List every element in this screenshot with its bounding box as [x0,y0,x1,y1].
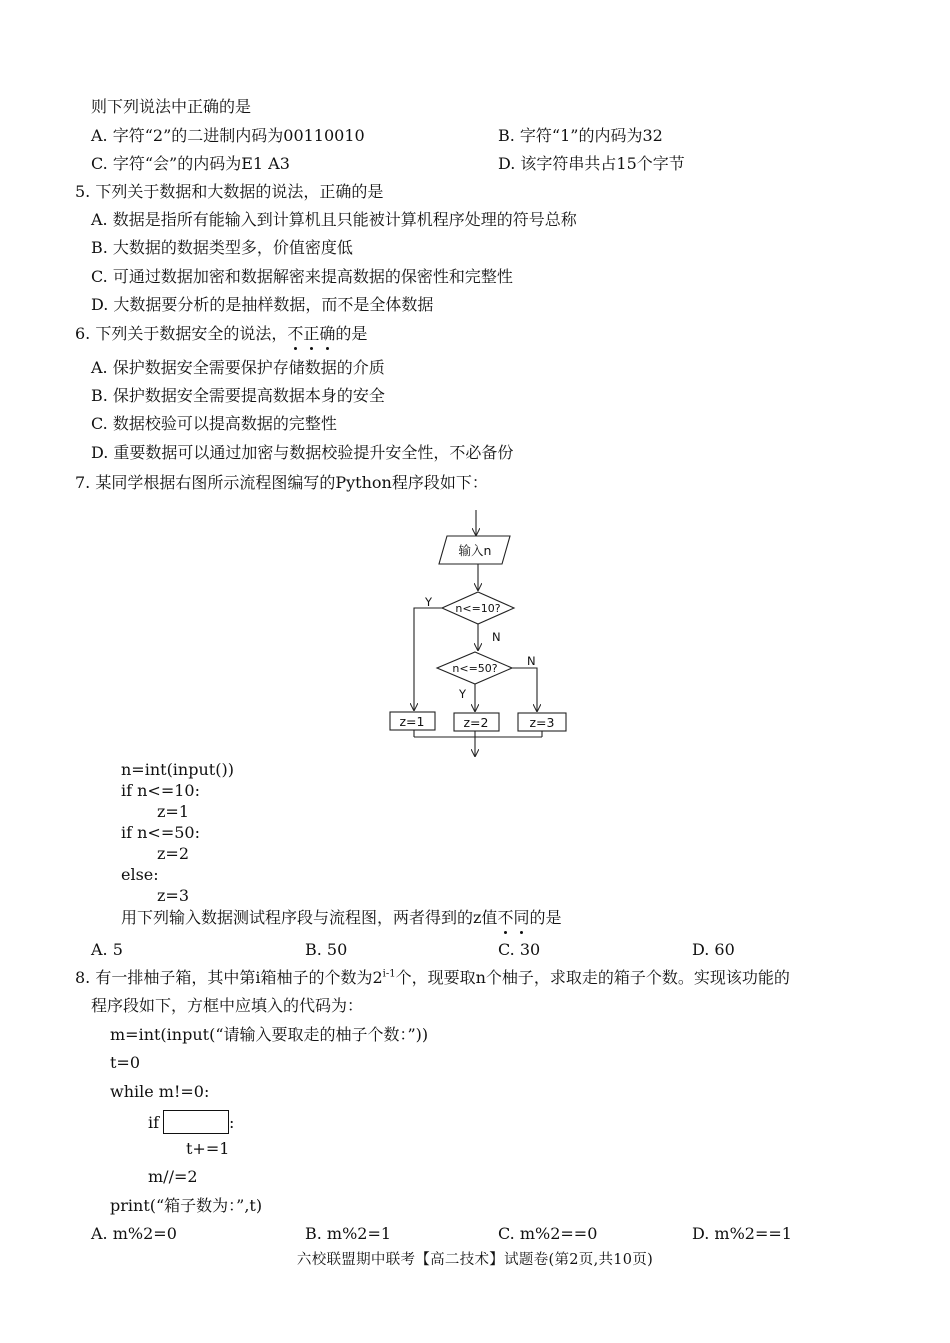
q7-code-line: if n<=10: [121,781,200,800]
q5-stem: 5. 下列关于数据和大数据的说法，正确的是 [75,182,384,201]
q6-option-c: C. 数据校验可以提高数据的完整性 [91,414,337,433]
q8-option-a: A. m%2=0 [91,1224,177,1243]
q8-stem: 8. 有一排柚子箱，其中第i箱柚子的个数为2$^{i-1}$个，现要取n个柚子，求取走的箱子个数。实现该功能的 [75,968,790,987]
q8-code-line: print(“箱子数为：”,t) [110,1196,263,1215]
emphasis-char: 确 [319,324,336,343]
q7-ask: 用下列输入数据测试程序段与流程图，两者得到的z值不同的是 [121,908,562,927]
emphasis-char: 正 [303,324,320,343]
q5-option-a: A. 数据是指所有能输入到计算机且只能被计算机程序处理的符号总称 [91,210,577,229]
emphasis-char: 同 [513,908,530,927]
input-node-label: 输入n [458,543,492,558]
q8-code-line: m//=2 [148,1167,198,1186]
q6-option-b: B. 保护数据安全需要提高数据本身的安全 [91,386,385,405]
q7-code-line: z=3 [157,886,190,905]
q5-option-b: B. 大数据的数据类型多，价值密度低 [91,238,353,257]
q4-option-b: B. 字符“1”的内码为32 [498,126,663,145]
flowchart-diagram [385,508,575,760]
q6-stem: 6. 下列关于数据安全的说法，不正确的是 [75,324,368,343]
q8-option-d: D. m%2==1 [692,1224,792,1243]
yes-label-1: Y [425,595,433,609]
q6-option-a: A. 保护数据安全需要保护存储数据的介质 [91,358,385,377]
q5-option-d: D. 大数据要分析的是抽样数据，而不是全体数据 [91,295,434,314]
q8-stem-line-2: 程序段如下，方框中应填入的代码为： [91,996,364,1015]
q7-option-d: D. 60 [692,940,735,959]
q4-option-d: D. 该字符串共占15个字节 [498,154,685,173]
q5-option-c: C. 可通过数据加密和数据解密来提高数据的保密性和完整性 [91,267,513,286]
q7-code-line: z=1 [157,802,190,821]
emphasis-char: 不 [287,324,304,343]
no-label-2: N [527,654,536,668]
page-footer: 六校联盟期中联考【高二技术】试题卷(第2页,共10页) [296,1252,654,1268]
q7-option-a: A. 5 [91,940,123,959]
q7-option-c: C. 30 [498,940,541,959]
process-2-label: z=2 [463,715,489,730]
q8-code-line: while m!=0: [110,1082,210,1101]
decision-2-label: n<=50? [452,662,498,675]
q8-option-b: B. m%2=1 [305,1224,392,1243]
no-label-1: N [492,630,501,644]
q7-option-b: B. 50 [305,940,348,959]
emphasis-char: 不 [497,908,514,927]
q8-code-line: m=int(input(“请输入要取走的柚子个数：”)) [110,1025,429,1044]
q4-stem: 则下列说法中正确的是 [91,97,252,116]
q7-code-line: z=2 [157,844,190,863]
q8-code-line: t+=1 [186,1139,230,1158]
process-3-label: z=3 [529,715,555,730]
answer-blank-box[interactable] [163,1110,229,1134]
decision-1-label: n<=10? [455,602,501,615]
q7-stem: 7. 某同学根据右图所示流程图编写的Python程序段如下： [75,473,488,492]
q4-option-a: A. 字符“2”的二进制内码为00110010 [91,126,365,145]
q7-code-line: if n<=50: [121,823,200,842]
superscript: i-1 [382,968,396,980]
q7-code-line: else: [121,865,159,884]
q8-code-line: t=0 [110,1053,141,1072]
q6-option-d: D. 重要数据可以通过加密与数据校验提升安全性，不必备份 [91,443,514,462]
q4-option-c: C. 字符“会”的内码为E1 A3 [91,154,290,173]
q7-code-line: n=int(input()) [121,760,234,779]
q8-option-c: C. m%2==0 [498,1224,598,1243]
q8-code-if-line: if : [148,1110,234,1134]
process-1-label: z=1 [399,714,425,729]
yes-label-2: Y [459,687,467,701]
